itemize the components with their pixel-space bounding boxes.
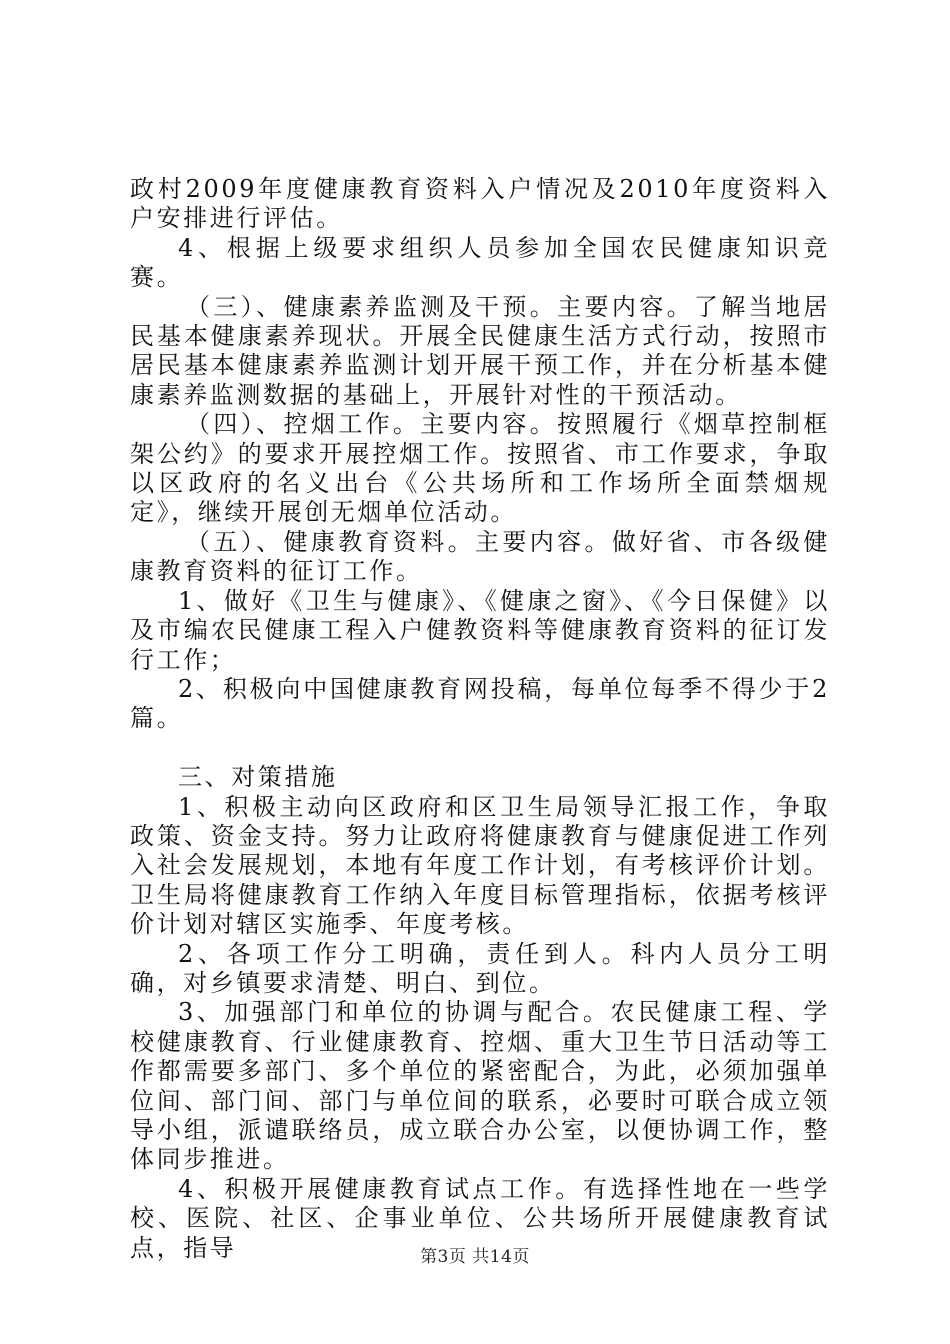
- paragraph: （五）、健康教育资料。主要内容。做好省、市各级健康教育资料的征订工作。: [130, 527, 830, 586]
- section-heading: 三、对策措施: [178, 763, 338, 792]
- page-footer: 第3页 共14页: [420, 1247, 530, 1267]
- paragraph: （四）、控烟工作。主要内容。按照履行《烟草控制框架公约》的要求开展控烟工作。按照省、市工作要求，争取以区政府的名义出台《公共场所和工作场所全面禁烟规定》，继续开展创无烟单位活动。: [130, 410, 830, 527]
- paragraph: （三）、健康素养监测及干预。主要内容。了解当地居民基本健康素养现状。开展全民健康生活方式行动，按照市居民基本健康素养监测计划开展干预工作，并在分析基本健康素养监测数据的基础上，开展针对性的干预活动。: [130, 292, 830, 409]
- paragraph: 4、积极开展健康教育试点工作。有选择性地在一些学校、医院、社区、企事业单位、公共场所开展健康教育试点，指导: [130, 1174, 830, 1262]
- paragraph: 政村2009年度健康教育资料入户情况及2010年度资料入户安排进行评估。: [130, 175, 830, 233]
- paragraph: 3、加强部门和单位的协调与配合。农民健康工程、学校健康教育、行业健康教育、控烟、重大卫生节日活动等工作都需要多部门、多个单位的紧密配合，为此，必须加强单位间、部门间、部门与单位间的联系，必要时可联合成立领导小组，派谴联络员，成立联合办公室，以便协调工作，整体同步推进。: [130, 998, 830, 1174]
- paragraph: 1、积极主动向区政府和区卫生局领导汇报工作，争取政策、资金支持。努力让政府将健康教育与健康促进工作列入社会发展规划，本地有年度工作计划，有考核评价计划。卫生局将健康教育工作纳入年度目标管理指标，依据考核评价计划对辖区实施季、年度考核。: [130, 792, 830, 939]
- paragraph: 1、做好《卫生与健康》、《健康之窗》、《今日保健》以及市编农民健康工程入户健教资料等健康教育资料的征订发行工作；: [130, 586, 830, 674]
- paragraph: 2、各项工作分工明确，责任到人。科内人员分工明确，对乡镇要求清楚、明白、到位。: [130, 939, 830, 997]
- paragraph: 2、积极向中国健康教育网投稿，每单位每季不得少于2篇。: [130, 674, 830, 733]
- paragraph: 4、根据上级要求组织人员参加全国农民健康知识竞赛。: [130, 233, 830, 292]
- document-body: [130, 175, 830, 1263]
